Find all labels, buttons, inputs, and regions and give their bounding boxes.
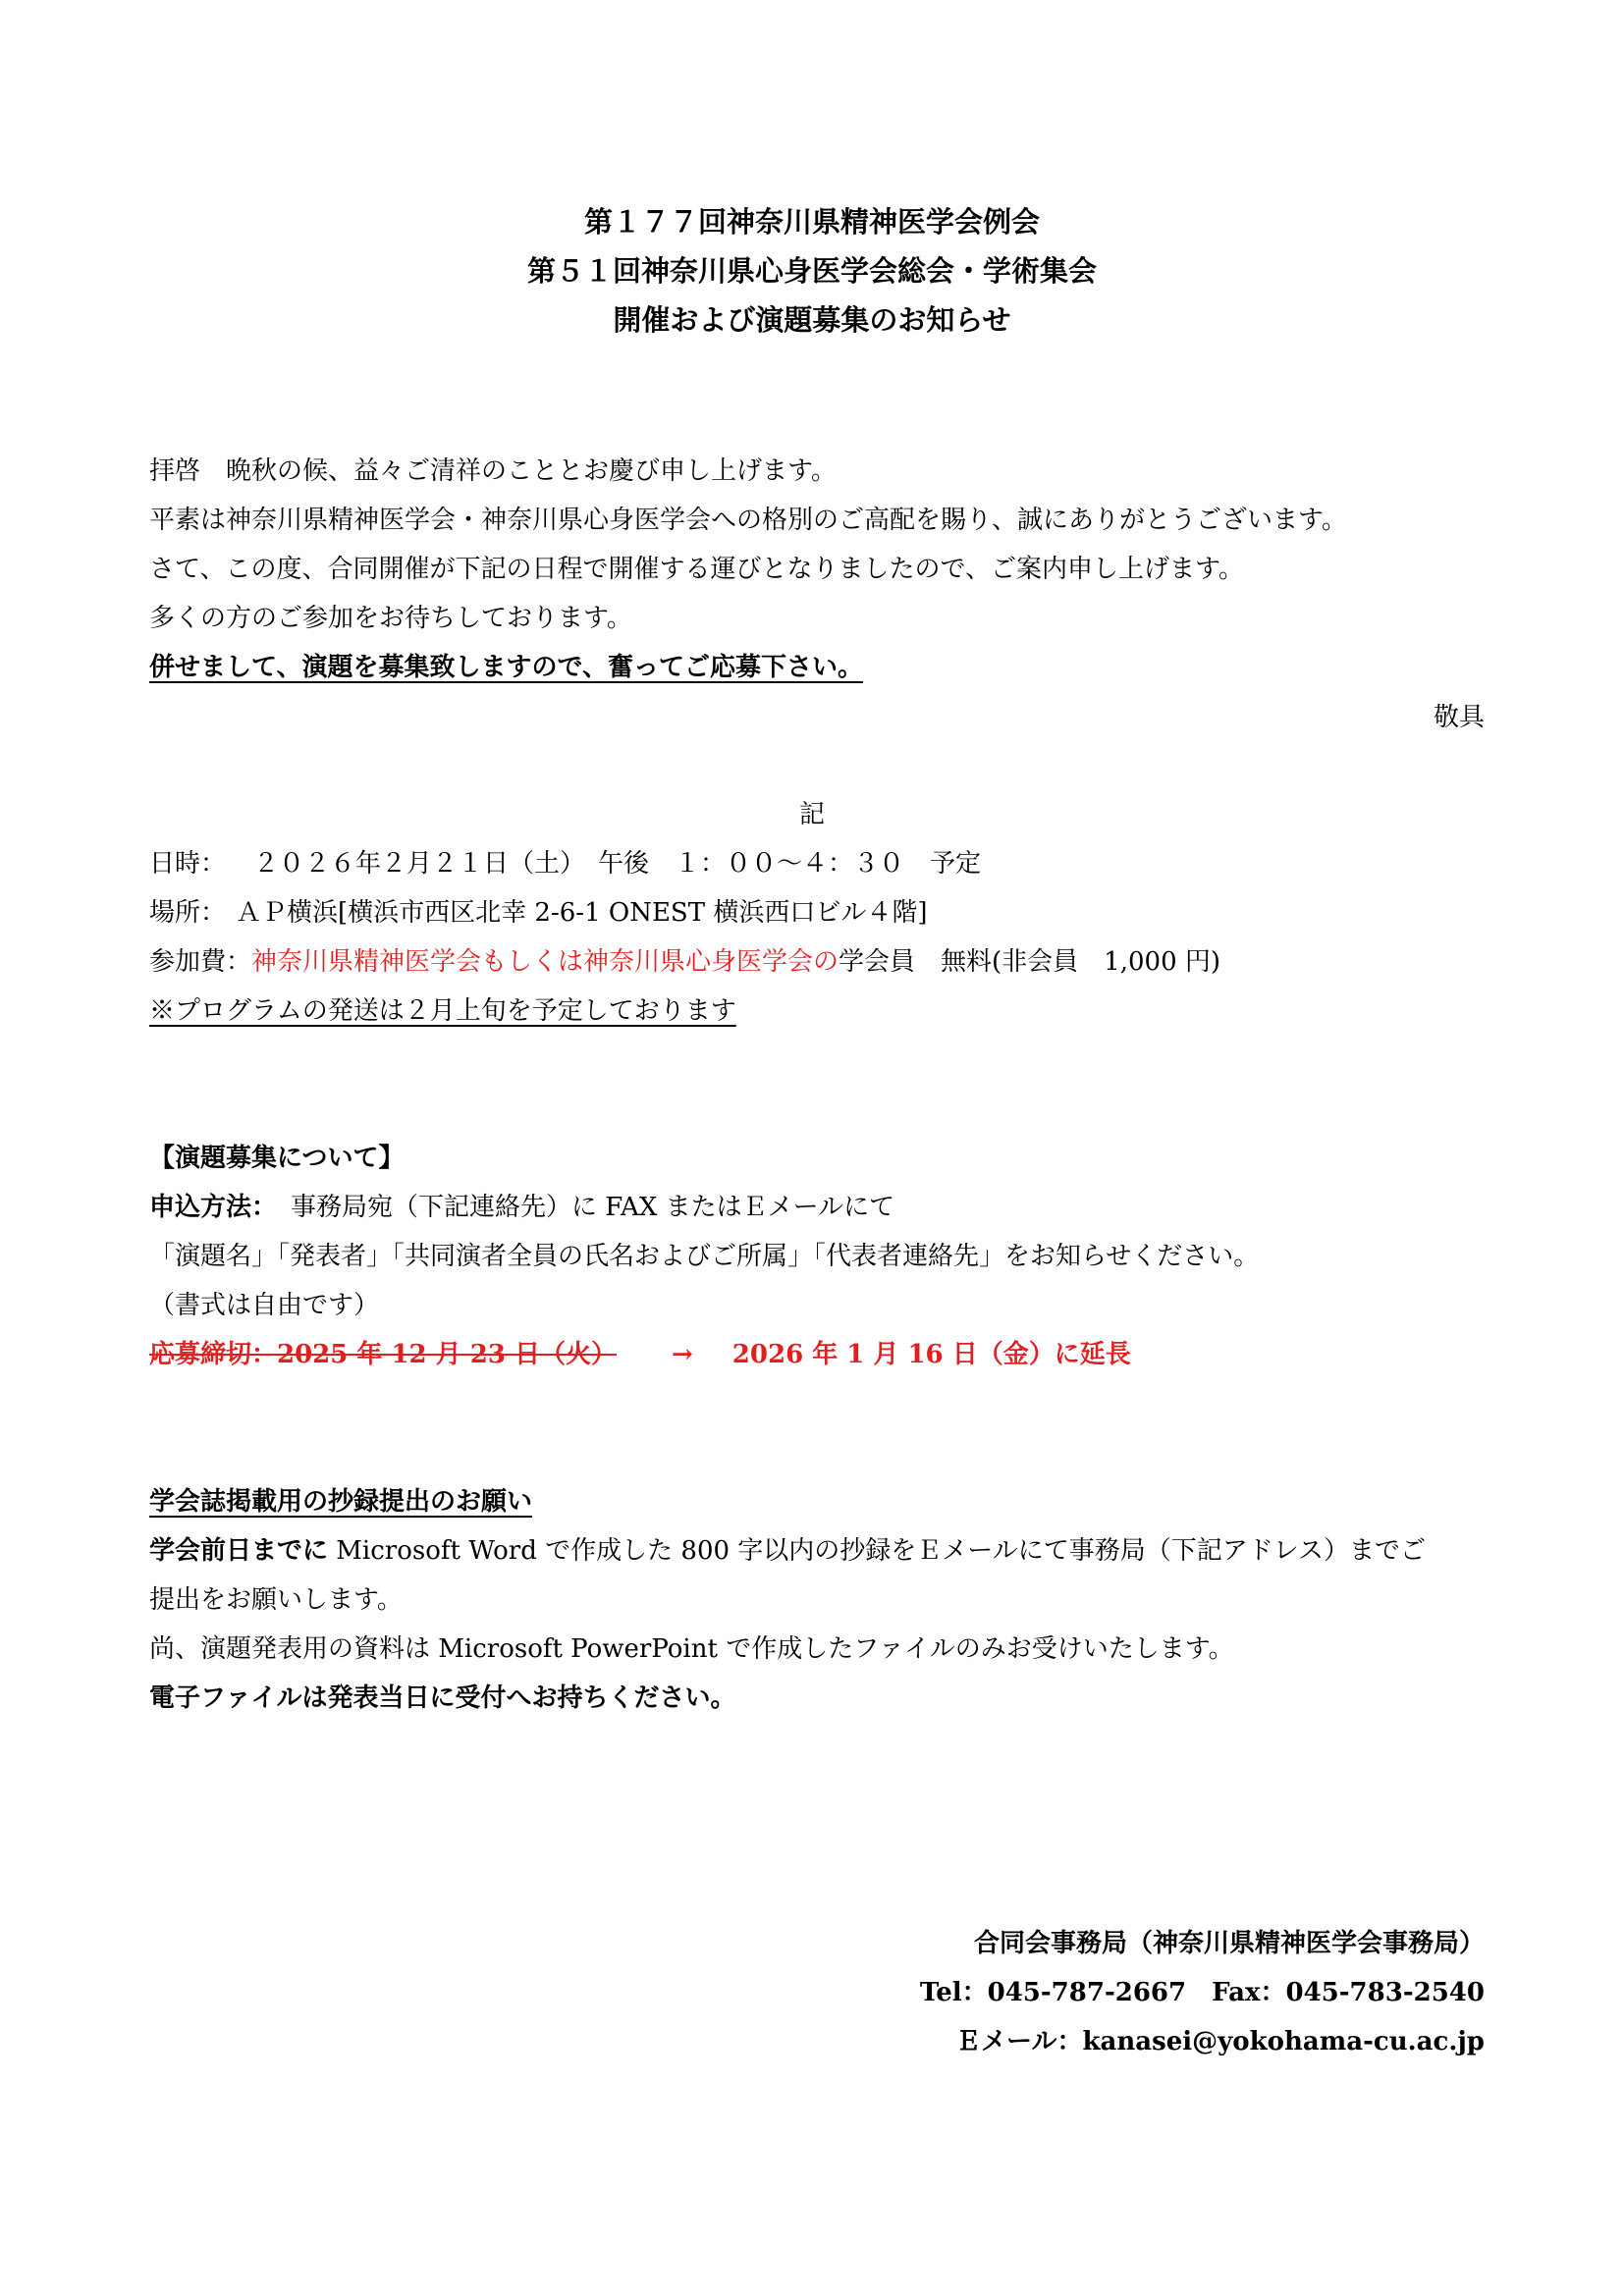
greeting-line-1: 拝啓 晩秋の候、益々ご清祥のこととお慶び申し上げます。 [149, 456, 837, 486]
greeting-line-4: 多くの方のご参加をお待ちしております。 [149, 604, 632, 633]
contact-phone-row [920, 1975, 1485, 2010]
format-note: （書式は自由です） [149, 1291, 380, 1320]
place-label: 場所： [149, 898, 227, 928]
call-for-papers-line: 併せまして、演題を募集致しますので、奮ってご応募下さい。 [149, 653, 863, 682]
date-value: ２０２６年２月２１日（土） 午後 １：００～４：３０ 予定 [253, 849, 982, 879]
place-row [149, 895, 928, 931]
deadline-old: 応募締切：2025 年 12 月 23 日（火） [149, 1340, 617, 1369]
abstract-line-1 [149, 1533, 1426, 1569]
fee-label: 参加費： [149, 947, 252, 977]
contact-tel: Tel：045-787-2667 [919, 1978, 1187, 2007]
closing-keigu: 敬具 [1433, 703, 1485, 732]
deadline-row [149, 1337, 1131, 1372]
place-value: ＡＰ横浜[横浜市西区北幸 2-6-1 ONEST 横浜西口ビル４階] [236, 898, 928, 928]
deadline-new: 2026 年 1 月 16 日（金）に延長 [731, 1340, 1131, 1369]
fee-eligible-members: 神奈川県精神医学会もしくは神奈川県心身医学会の [251, 947, 839, 977]
date-label: 日時： [149, 849, 227, 879]
method-row [149, 1190, 894, 1225]
greeting-line-2: 平素は神奈川県精神医学会・神奈川県心身医学会への格別のご高配を賜り、誠にありがとうございます。 [149, 506, 1347, 535]
abstract-line-3: 尚、演題発表用の資料は Microsoft PowerPoint で作成したファイルのみお受けいたします。 [149, 1634, 1234, 1664]
greeting-line-3: さて、この度、合同開催が下記の日程で開催する運びとなりましたので、ご案内申し上げます。 [149, 555, 1244, 584]
abstract-line-2: 提出をお願いします。 [149, 1585, 403, 1615]
submission-heading: 【演題募集について】 [149, 1144, 405, 1173]
method-value: 事務局宛（下記連絡先）に FAX またはＥメールにて [291, 1193, 895, 1222]
contact-fax: Fax：045-783-2540 [1212, 1978, 1485, 2007]
ki-heading: 記 [798, 800, 825, 829]
arrow-icon: → [672, 1340, 693, 1369]
title-line-3: 開催および演題募集のお知らせ [613, 303, 1011, 337]
method-label: 申込方法： [149, 1193, 278, 1222]
required-items: 「演題名」「発表者」「共同演者全員の氏名およびご所属」「代表者連絡先」をお知らせください。 [149, 1242, 1260, 1271]
abstract-line-4: 電子ファイルは発表当日に受付へお持ちください。 [149, 1683, 736, 1713]
fee-row [149, 944, 1220, 980]
abstract-deadline: 学会前日までに [149, 1536, 329, 1566]
date-row [149, 846, 981, 881]
abstract-heading: 学会誌掲載用の抄録提出のお願い [149, 1487, 533, 1517]
fee-value: 学会員 無料(非会員 1,000 円) [839, 947, 1221, 977]
program-note: ※プログラムの発送は２月上旬を予定しております [149, 996, 736, 1026]
abstract-instructions: Microsoft Word で作成した 800 字以内の抄録をＥメールにて事務局（下記アドレス）までご [328, 1536, 1426, 1566]
title-line-2: 第５１回神奈川県心身医学会総会・学術集会 [526, 254, 1097, 288]
contact-email: Ｅメール：kanasei@yokohama-cu.ac.jp [955, 2027, 1485, 2056]
title-line-1: 第１７７回神奈川県精神医学会例会 [583, 205, 1040, 239]
contact-office: 合同会事務局（神奈川県精神医学会事務局） [973, 1929, 1485, 1958]
